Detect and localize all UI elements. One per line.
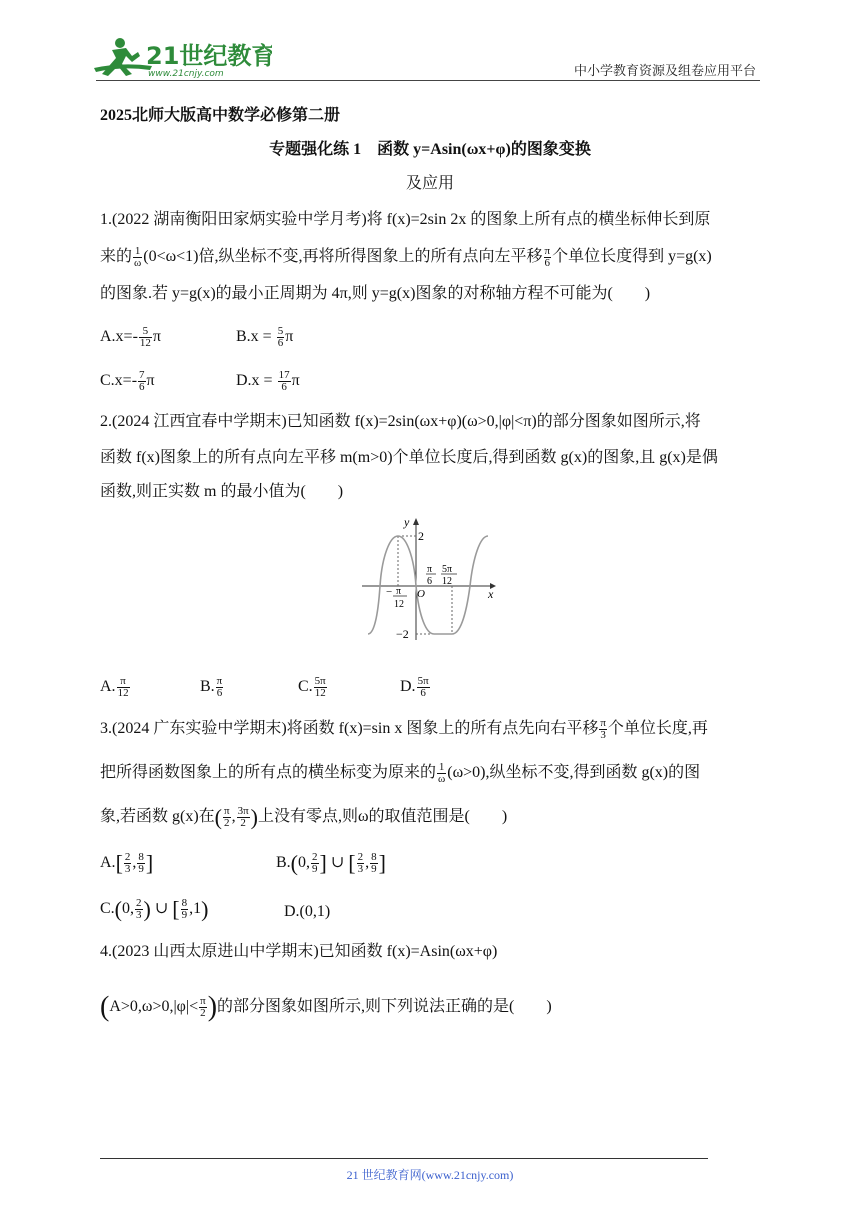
tick1-den: 12: [394, 599, 404, 610]
q3-line1: 3.(2024 广东实验中学期末)将函数 f(x)=sin x 图象上的所有点先向右平移 $\frac{\pi}{3}$ 个单位长度,再: [100, 717, 708, 741]
header-divider: [96, 80, 760, 81]
q2-line2: 函数 f(x)图象上的所有点向左平移 m(m>0)个单位长度后,得到函数 g(x)的图象,且 g(x)是偶: [100, 449, 718, 466]
q1-option-a: A.x=- $\frac{5}{12}$ π: [100, 325, 161, 349]
site-logo: [92, 34, 272, 78]
q3-option-d: D.(0,1): [284, 903, 331, 920]
max-label: 2: [418, 529, 424, 543]
tick3-num: 5π: [442, 564, 453, 575]
q3-option-a: A.[ $\frac{2}{3}$ , $\frac{8}{9}$ ]: [100, 850, 154, 876]
platform-name: 中小学教育资源及组卷应用平台: [573, 64, 756, 79]
origin-label: O: [417, 588, 425, 600]
tick1-sign: −: [386, 586, 393, 598]
q4-line1: 4.(2023 山西太原进山中学期末)已知函数 f(x)=Asin(ωx+φ): [100, 943, 498, 960]
q3-line2: 把所得函数图象上的所有点的横坐标变为原来的 $\frac{1}{\omega}$ (ω>0),纵坐标不变,得到函数 g(x)的图: [100, 761, 701, 785]
q2-line3: 函数,则正实数 m 的最小值为( ): [100, 483, 344, 500]
footer-divider: [100, 1158, 708, 1159]
y-axis-arrow: [413, 518, 419, 525]
q2-option-c: C. $\frac{5\pi}{12}$: [298, 675, 326, 699]
x-label: x: [488, 587, 494, 601]
q3-option-c: C.(0, $\frac{2}{3}$ ) ∪ [ $\frac{8}{9}$ ,1): [100, 896, 209, 922]
doc-title-line1: 专题强化练 1 函数 y=Asin(ωx+φ)的图象变换: [269, 141, 591, 158]
tick3-den: 12: [442, 576, 452, 587]
tick1-num: π: [396, 586, 402, 597]
logo-url: www.21cnjy.com: [148, 69, 224, 78]
q1-line1: 1.(2022 湖南衡阳田家炳实验中学月考)将 f(x)=2sin 2x 的图象上所有点的横坐标伸长到原: [100, 211, 711, 228]
q3-line3: 象,若函数 g(x)在( $\frac{\pi}{2}$ , $\frac{3\pi}{2}$ )上没有零点,则ω的取值范围是( ): [100, 804, 508, 830]
q1-option-b: B.x = $\frac{5}{6}$ π: [236, 325, 294, 349]
y-label: y: [404, 515, 410, 529]
tick2-num: π: [427, 564, 433, 575]
min-label: −2: [396, 627, 409, 641]
q2-sine-graph: [356, 512, 506, 644]
q2-option-a: A. $\frac{\pi}{12}$: [100, 675, 129, 699]
q1-line2: 来的 $\frac{1}{\omega}$ (0<ω<1)倍,纵坐标不变,再将所得图象上的所有点向左平移 $\frac{\pi}{6}$ 个单位长度得到 y=g(x): [100, 245, 712, 269]
logo-text: 21世纪教育: [146, 42, 272, 70]
q2-option-b: B. $\frac{\pi}{6}$: [200, 675, 223, 699]
doc-title-line2: 及应用: [405, 175, 454, 192]
q1-option-c: C.x=- $\frac{7}{6}$ π: [100, 369, 155, 393]
q2-option-d: D. $\frac{5\pi}{6}$: [400, 675, 429, 699]
tick2-den: 6: [427, 576, 432, 587]
q2-line1: 2.(2024 江西宜春中学期末)已知函数 f(x)=2sin(ωx+φ)(ω>0,|φ|<π)的部分图象如图所示,将: [100, 413, 701, 430]
q1-option-d: D.x = $\frac{17}{6}$ π: [236, 369, 300, 393]
q4-line2: (A>0,ω>0,|φ|< $\frac{\pi}{2}$ )的部分图象如图所示,则下列说法正确的是( ): [100, 991, 552, 1023]
footer-link[interactable]: 21 世纪教育网(www.21cnjy.com): [346, 1168, 514, 1182]
q3-option-b: B.(0, $\frac{2}{9}$ ] ∪ [ $\frac{2}{3}$ , $\frac{8}{9}$ ]: [276, 850, 386, 876]
book-title: 2025北师大版高中数学必修第二册: [100, 107, 341, 124]
q1-line3: 的图象.若 y=g(x)的最小正周期为 4π,则 y=g(x)图象的对称轴方程不可能为( ): [100, 285, 651, 302]
